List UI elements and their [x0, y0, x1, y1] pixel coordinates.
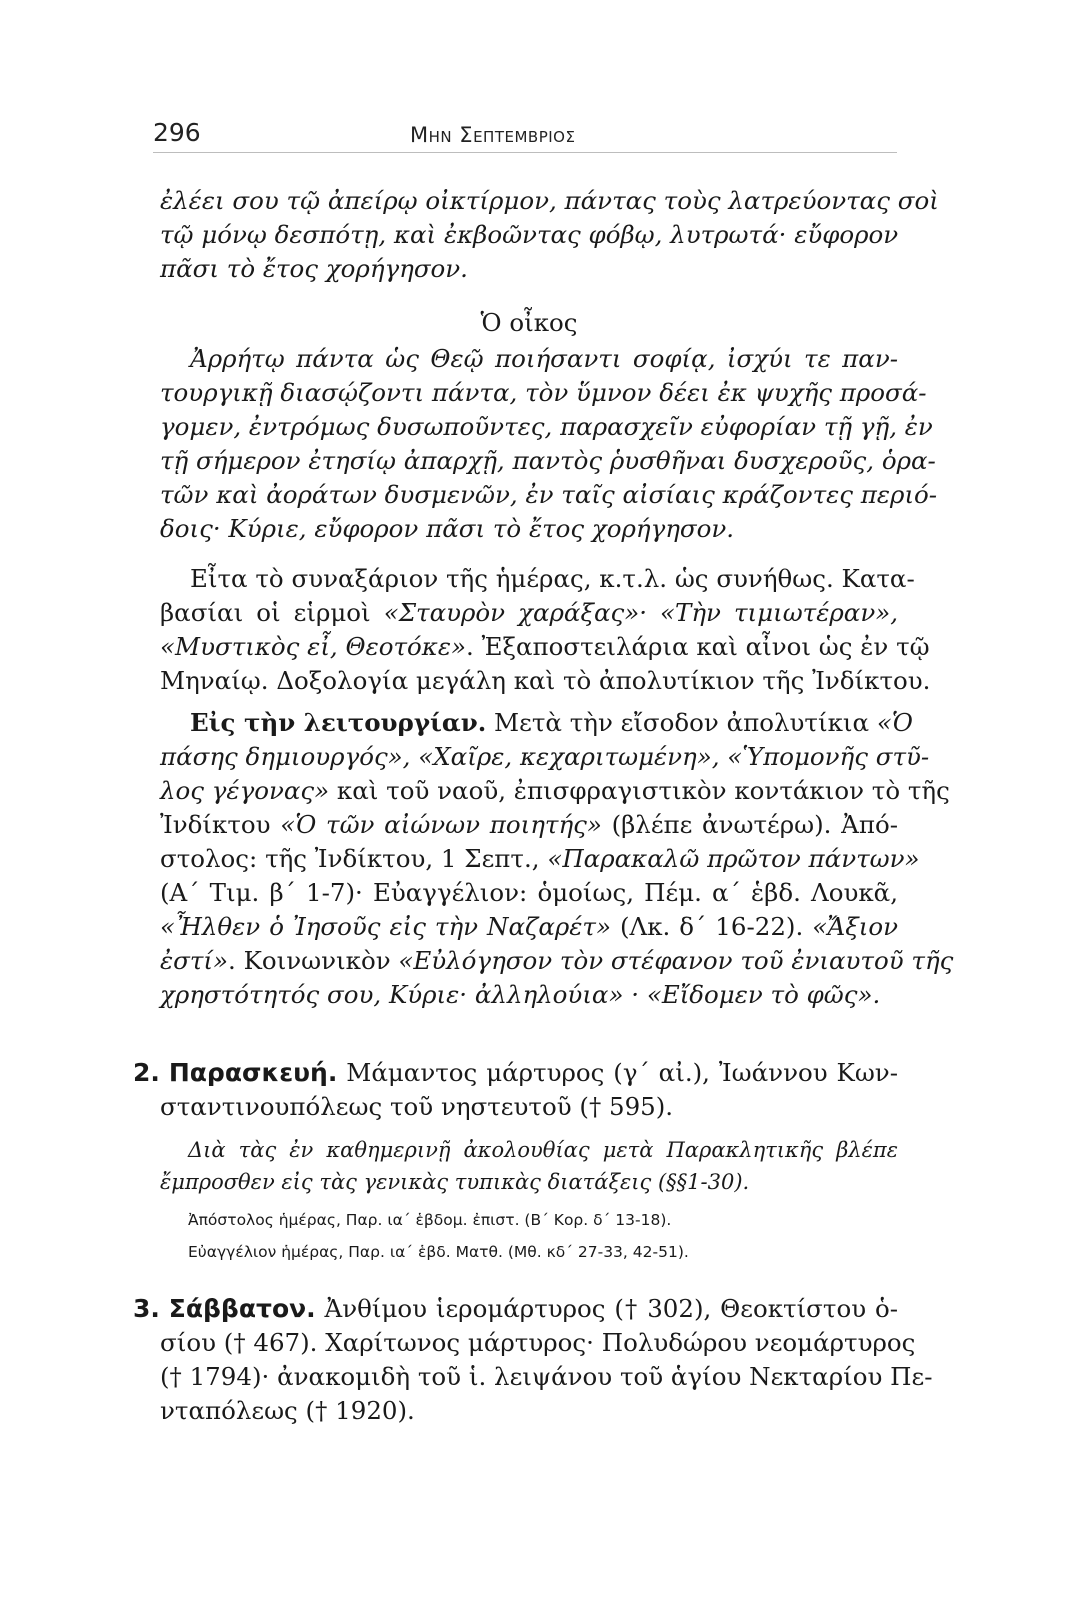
text-run: Ἀνθίμου ἱερομάρτυρος († 302), Θεοκτίστου ὁ- [315, 1294, 898, 1323]
text-line [160, 944, 954, 978]
text-run: (Λκ. δ΄ 16-22). [610, 912, 813, 941]
text-line: σταντινουπόλεως τοῦ νηστευτοῦ († 595). [160, 1092, 674, 1121]
hymn-title: «Ὁ [876, 708, 913, 737]
text-line: (Α΄ Τιμ. β΄ 1-7)· Εὐαγγέλιον: ὁμοίως, Πέμ. α΄ ἑβδ. Λουκᾶ, [160, 878, 898, 907]
hymn-title: «Μυστικὸς εἶ, Θεοτόκε» [160, 632, 466, 661]
text-line [160, 774, 950, 808]
text-run: . Κοινωνικὸν [228, 946, 399, 975]
day-number: 2. [133, 1058, 160, 1087]
reading-incipit: «Ἦλθεν ὁ Ἰησοῦς εἰς τὴν Ναζαρέτ» [160, 912, 611, 941]
text-line: πάσης δημιουργός», «Χαῖρε, κεχαριτωμένη», «Ὑπομονῆς στῦ- [160, 742, 930, 771]
text-line [160, 910, 898, 944]
gospel-reading: Εὐαγγέλιον ἡμέρας, Παρ. ια΄ ἑβδ. Ματθ. (Μθ. κδ΄ 27-33, 42-51). [188, 1243, 689, 1261]
text-line: γομεν, ἐντρόμως δυσωποῦντες, παρασχεῖν εὐφορίαν τῇ γῇ, ἐν [160, 412, 933, 441]
liturgy-paragraph [160, 706, 954, 1012]
text-line: τῷ μόνῳ δεσπότῃ, καὶ ἐκβοῶντας φόβῳ, λυτρωτά· εὔφορον [160, 220, 899, 249]
text-line [133, 1292, 898, 1326]
text-line [133, 1056, 898, 1090]
oikos-heading: Ὁ οἶκος [480, 308, 578, 337]
communion-hymn: «Εὐλόγησον τὸν στέφανον τοῦ ἐνιαυτοῦ τῆς [398, 946, 954, 975]
apostle-reading: Ἀπόστολος ἡμέρας, Παρ. ια΄ ἑβδομ. ἐπιστ. (Β΄ Κορ. δ΄ 13-18). [188, 1211, 672, 1229]
text-line: χρηστότητός σου, Κύριε· ἀλληλούια» · «Εἴδομεν τὸ φῶς». [160, 980, 881, 1009]
hymn-title: «Ἄξιον [812, 912, 898, 941]
note-line: Διὰ τὰς ἐν καθημερινῇ ἀκολουθίας μετὰ Παρακλητικῆς βλέπε [188, 1138, 898, 1162]
text-run: βασίαι οἱ εἱρμοὶ [160, 598, 384, 627]
page-header [153, 118, 897, 153]
text-line [160, 706, 913, 740]
day-2-readings [188, 1204, 898, 1268]
text-line: νταπόλεως († 1920). [160, 1396, 415, 1425]
day-name: Σάββατον. [168, 1294, 316, 1323]
day-name: Παρασκευή. [168, 1058, 338, 1087]
hymn-title: «Ὁ τῶν αἰώνων ποιητής» [280, 810, 602, 839]
day-number: 3. [133, 1294, 160, 1323]
hymn-title: «Σταυρὸν χαράξας»· «Τὴν τιμιωτέραν», [383, 598, 898, 627]
text-line: δοις· Κύριε, εὔφορον πᾶσι τὸ ἔτος χορήγησον. [160, 514, 735, 543]
synaxarion-paragraph [160, 562, 931, 698]
text-line: πᾶσι τὸ ἔτος χορήγησον. [160, 254, 468, 283]
text-line: σίου († 467). Χαρίτωνος μάρτυρος· Πολυδώρου νεομάρτυρος [160, 1328, 916, 1357]
text-line [160, 630, 930, 664]
liturgy-heading: Εἰς τὴν λειτουργίαν. [190, 708, 487, 737]
text-line: τουργικῇ διασῴζοντι πάντα, τὸν ὕμνον δέει ἐκ ψυχῆς προσά- [160, 378, 927, 407]
text-run: Μετὰ τὴν εἴσοδον ἀπολυτίκια [486, 708, 877, 737]
text-run: Μάμαντος μάρτυρος (γ΄ αἰ.), Ἰωάννου Κων- [337, 1058, 898, 1087]
text-line [160, 842, 920, 876]
hymn-title: λος γέγονας» [160, 776, 330, 805]
text-run: . Ἐξαποστειλάρια καὶ αἶνοι ὡς ἐν τῷ [466, 632, 930, 661]
text-line: Ἀρρήτῳ πάντα ὡς Θεῷ ποιήσαντι σοφίᾳ, ἰσχύι τε παν- [190, 344, 898, 373]
hymn-title: ἐστί» [160, 946, 229, 975]
text-line: († 1794)· ἀνακομιδὴ τοῦ ἱ. λειψάνου τοῦ ἁγίου Νεκταρίου Πε- [160, 1362, 933, 1391]
page-number: 296 [153, 118, 201, 147]
text-line: Μηναίῳ. Δοξολογία μεγάλη καὶ τὸ ἀπολυτίκιον τῆς Ἰνδίκτου. [160, 666, 931, 695]
text-run: Ἰνδίκτου [160, 810, 281, 839]
running-title: Μην Σεπτεμβριος [410, 123, 576, 147]
text-run: στολος: τῆς Ἰνδίκτου, 1 Σεπτ., [160, 844, 548, 873]
oikos-text [160, 342, 938, 546]
day-3-entry [133, 1292, 933, 1428]
day-2-entry [133, 1056, 898, 1124]
hymn-ending [160, 184, 939, 286]
day-2-note [160, 1134, 898, 1198]
text-line [160, 596, 898, 630]
text-run: καὶ τοῦ ναοῦ, ἐπισφραγιστικὸν κοντάκιον τὸ τῆς [329, 776, 950, 805]
oikos-heading-block [160, 306, 898, 340]
text-line: τῇ σήμερον ἐτησίῳ ἀπαρχῇ, παντὸς ῥυσθῆναι δυσχεροῦς, ὁρα- [160, 446, 936, 475]
text-line: ἐλέει σου τῷ ἀπείρῳ οἰκτίρμον, πάντας τοὺς λατρεύοντας σοὶ [160, 186, 939, 215]
text-line [160, 808, 898, 842]
text-run: (βλέπε ἀνωτέρω). Ἀπό- [601, 810, 898, 839]
reading-incipit: «Παρακαλῶ πρῶτον πάντων» [547, 844, 920, 873]
note-line: ἔμπροσθεν εἰς τὰς γενικὰς τυπικὰς διατάξεις (§§1-30). [160, 1170, 750, 1194]
text-line: τῶν καὶ ἀοράτων δυσμενῶν, ἐν ταῖς αἰσίαις κράζοντες περιό- [160, 480, 938, 509]
text-line: Εἶτα τὸ συναξάριον τῆς ἡμέρας, κ.τ.λ. ὡς συνήθως. Κατα- [190, 564, 915, 593]
